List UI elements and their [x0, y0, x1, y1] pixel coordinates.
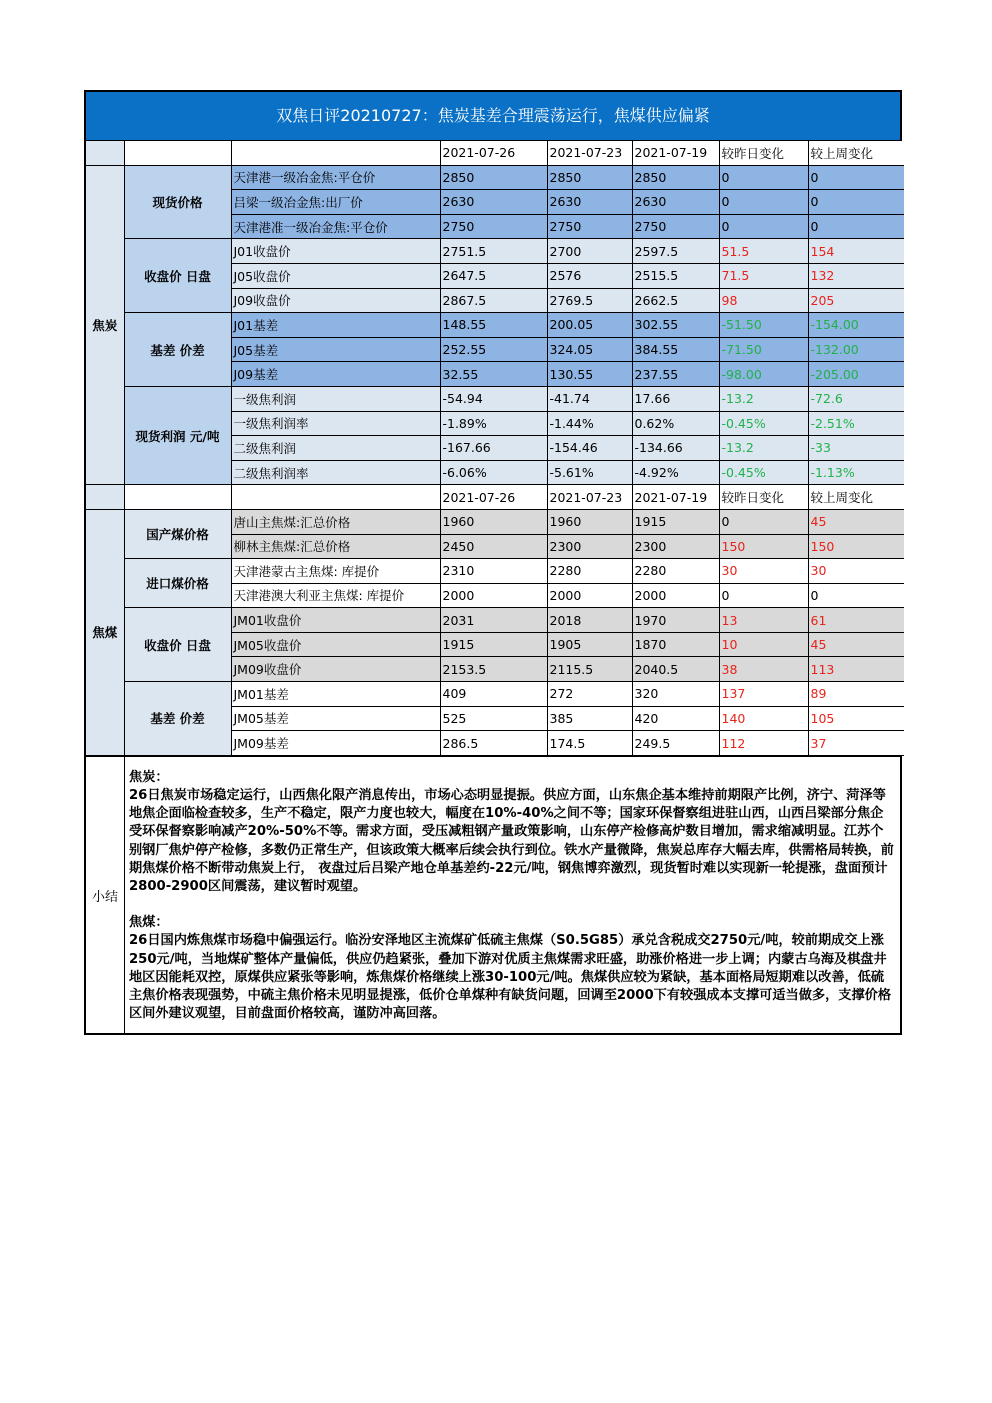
header-blank: [86, 141, 124, 165]
value-cell: 324.05: [547, 337, 632, 362]
value-cell: 2750: [440, 214, 547, 239]
value-cell: 148.55: [440, 313, 547, 338]
value-cell: 2310: [440, 559, 547, 584]
value-cell: 2450: [440, 534, 547, 559]
row-name: 天津港蒙古主焦煤: 库提价: [231, 559, 440, 584]
value-cell: 2751.5: [440, 239, 547, 264]
value-cell: -0.45%: [719, 411, 808, 436]
value-cell: 2750: [547, 214, 632, 239]
row-name: 二级焦利润: [231, 436, 440, 461]
row-name: 一级焦利润: [231, 386, 440, 411]
table-row: [86, 165, 904, 190]
table-row: [86, 608, 904, 633]
value-cell: 0: [719, 190, 808, 215]
value-cell: 0: [808, 214, 904, 239]
row-name: J05基差: [231, 337, 440, 362]
value-cell: -51.50: [719, 313, 808, 338]
header-row: [86, 141, 904, 165]
coal-summary-title: 焦煤：: [129, 915, 169, 931]
value-cell: -13.2: [719, 386, 808, 411]
coal-section-label: 焦煤: [86, 509, 124, 755]
value-cell: -205.00: [808, 362, 904, 387]
group-label: 国产煤价格: [124, 509, 231, 558]
value-cell: 2018: [547, 608, 632, 633]
group-label: 进口煤价格: [124, 559, 231, 608]
value-cell: 525: [440, 706, 547, 731]
value-cell: 2000: [440, 583, 547, 608]
value-cell: 2867.5: [440, 288, 547, 313]
value-cell: -5.61%: [547, 460, 632, 485]
group-label: 现货价格: [124, 165, 231, 239]
value-cell: 320: [632, 682, 719, 707]
table-row: [86, 509, 904, 534]
value-cell: -33: [808, 436, 904, 461]
value-cell: 37: [808, 731, 904, 756]
value-cell: 384.55: [632, 337, 719, 362]
value-cell: 2850: [632, 165, 719, 190]
table-row: [86, 313, 904, 338]
row-name: J09基差: [231, 362, 440, 387]
value-cell: -54.94: [440, 386, 547, 411]
coke-summary-title: 焦炭：: [129, 769, 169, 785]
row-name: JM09收盘价: [231, 657, 440, 682]
row-name: JM01收盘价: [231, 608, 440, 633]
value-cell: 0: [719, 509, 808, 534]
row-name: 二级焦利润率: [231, 460, 440, 485]
value-cell: -132.00: [808, 337, 904, 362]
header-row: [86, 485, 904, 510]
value-cell: 0: [808, 165, 904, 190]
value-cell: 286.5: [440, 731, 547, 756]
value-cell: 137: [719, 682, 808, 707]
value-cell: 150: [808, 534, 904, 559]
value-cell: 272: [547, 682, 632, 707]
group-label: 基差 价差: [124, 313, 231, 387]
value-cell: 38: [719, 657, 808, 682]
value-cell: 2153.5: [440, 657, 547, 682]
value-cell: 2300: [547, 534, 632, 559]
row-name: 柳林主焦煤:汇总价格: [231, 534, 440, 559]
header-blank: [231, 485, 440, 510]
row-name: JM05收盘价: [231, 632, 440, 657]
value-cell: -154.00: [808, 313, 904, 338]
value-cell: -98.00: [719, 362, 808, 387]
coke-section-label: 焦炭: [86, 165, 124, 485]
value-cell: 2115.5: [547, 657, 632, 682]
value-cell: 2040.5: [632, 657, 719, 682]
table-row: [86, 386, 904, 411]
value-cell: 89: [808, 682, 904, 707]
table-row: [86, 682, 904, 707]
header-blank: [124, 141, 231, 165]
value-cell: 132: [808, 263, 904, 288]
value-cell: -13.2: [719, 436, 808, 461]
value-cell: -0.45%: [719, 460, 808, 485]
value-cell: 2630: [440, 190, 547, 215]
value-cell: 200.05: [547, 313, 632, 338]
value-cell: 2647.5: [440, 263, 547, 288]
row-name: J09收盘价: [231, 288, 440, 313]
value-cell: 140: [719, 706, 808, 731]
value-cell: 30: [808, 559, 904, 584]
value-cell: 2000: [547, 583, 632, 608]
coke-summary-text: 26日焦炭市场稳定运行，山西焦化限产消息传出，市场心态明显提振。供应方面，山东焦企基本维持前期限产比例，济宁、菏泽等地焦企面临检查较多，生产不稳定，限产力度也较大，幅度在10%-40%之间不等；国家环保督察组进驻山西，山西吕梁部分焦企受环保督察影响减产20%-50%不等。需求方面，受压减粗钢产量政策影响，山东停产检修高炉数目增加，需求缩减明显。江苏个别钢厂焦炉停产检修，多数仍正常生产，但该政策大概率后续会执行到位。铁水产量微降，焦炭总库存大幅去库，供需格局转换，前期焦煤价格不断带动焦炭上行， 夜盘过后吕梁产地仓单基差约-22元/吨，钢焦博弈激烈，现货暂时难以实现新一轮提涨，盘面预计2800-2900区间震荡，建议暂时观望。: [129, 788, 894, 895]
report-title: 双焦日评20210727：焦炭基差合理震荡运行，焦煤供应偏紧: [86, 92, 900, 141]
header-cell: 较上周变化: [808, 485, 904, 510]
value-cell: -167.66: [440, 436, 547, 461]
value-cell: 302.55: [632, 313, 719, 338]
value-cell: -1.13%: [808, 460, 904, 485]
value-cell: 150: [719, 534, 808, 559]
value-cell: 0: [719, 214, 808, 239]
row-name: 天津港一级冶金焦:平仓价: [231, 165, 440, 190]
row-name: 吕梁一级冶金焦:出厂价: [231, 190, 440, 215]
value-cell: -41.74: [547, 386, 632, 411]
table-row: [86, 559, 904, 584]
value-cell: 2280: [547, 559, 632, 584]
summary-label: 小结: [86, 757, 125, 1034]
header-blank: [86, 485, 124, 510]
group-label: 现货利润 元/吨: [124, 386, 231, 484]
value-cell: 2576: [547, 263, 632, 288]
row-name: J01收盘价: [231, 239, 440, 264]
value-cell: 2515.5: [632, 263, 719, 288]
value-cell: 2300: [632, 534, 719, 559]
value-cell: -1.44%: [547, 411, 632, 436]
summary-body: [125, 757, 900, 1034]
header-cell: 2021-07-26: [440, 141, 547, 165]
header-cell: 2021-07-19: [632, 141, 719, 165]
value-cell: 105: [808, 706, 904, 731]
value-cell: 1870: [632, 632, 719, 657]
value-cell: 0: [719, 583, 808, 608]
header-blank: [124, 485, 231, 510]
value-cell: 385: [547, 706, 632, 731]
value-cell: 1960: [547, 509, 632, 534]
value-cell: 32.55: [440, 362, 547, 387]
row-name: JM01基差: [231, 682, 440, 707]
value-cell: 2597.5: [632, 239, 719, 264]
value-cell: 154: [808, 239, 904, 264]
row-name: JM09基差: [231, 731, 440, 756]
header-cell: 2021-07-26: [440, 485, 547, 510]
table-row: [86, 239, 904, 264]
group-label: 基差 价差: [124, 682, 231, 756]
value-cell: 420: [632, 706, 719, 731]
summary-section: [86, 756, 900, 1034]
value-cell: 249.5: [632, 731, 719, 756]
value-cell: 71.5: [719, 263, 808, 288]
value-cell: -4.92%: [632, 460, 719, 485]
value-cell: 0: [719, 165, 808, 190]
value-cell: 2662.5: [632, 288, 719, 313]
header-cell: 2021-07-23: [547, 485, 632, 510]
header-blank: [231, 141, 440, 165]
value-cell: 130.55: [547, 362, 632, 387]
value-cell: 2630: [547, 190, 632, 215]
header-cell: 2021-07-19: [632, 485, 719, 510]
value-cell: 61: [808, 608, 904, 633]
coal-summary-text: 26日国内炼焦煤市场稳中偏强运行。临汾安泽地区主流煤矿低硫主焦煤（S0.5G85）承兑含税成交2750元/吨，较前期成交上涨250元/吨，当地煤矿整体产量偏低，供应仍趋紧张，叠加下游对优质主焦煤需求旺盛，助涨价格进一步上调；内蒙古乌海及棋盘井地区因能耗双控，原煤供应紧张等影响，炼焦煤价格继续上涨30-100元/吨。焦煤供应较为紧缺，基本面格局短期难以改善，低硫主焦价格表现强势，中硫主焦价格未见明显提涨，低价仓单煤种有缺货问题，回调至2000下有较强成本支撑可适当做多，支撑价格区间外建议观望，目前盘面价格较高，谨防冲高回落。: [129, 933, 892, 1022]
value-cell: 98: [719, 288, 808, 313]
value-cell: 1915: [440, 632, 547, 657]
value-cell: 10: [719, 632, 808, 657]
value-cell: 1905: [547, 632, 632, 657]
value-cell: -72.6: [808, 386, 904, 411]
value-cell: 0: [808, 190, 904, 215]
value-cell: 2700: [547, 239, 632, 264]
value-cell: -134.66: [632, 436, 719, 461]
row-name: JM05基差: [231, 706, 440, 731]
value-cell: 205: [808, 288, 904, 313]
value-cell: 51.5: [719, 239, 808, 264]
value-cell: 1960: [440, 509, 547, 534]
value-cell: 1970: [632, 608, 719, 633]
value-cell: 2769.5: [547, 288, 632, 313]
header-cell: 较昨日变化: [719, 141, 808, 165]
value-cell: 252.55: [440, 337, 547, 362]
value-cell: 0: [808, 583, 904, 608]
header-cell: 较上周变化: [808, 141, 904, 165]
value-cell: -1.89%: [440, 411, 547, 436]
value-cell: 2630: [632, 190, 719, 215]
value-cell: 0.62%: [632, 411, 719, 436]
header-cell: 2021-07-23: [547, 141, 632, 165]
row-name: 天津港澳大利亚主焦煤: 库提价: [231, 583, 440, 608]
value-cell: 2031: [440, 608, 547, 633]
value-cell: -2.51%: [808, 411, 904, 436]
value-cell: 45: [808, 632, 904, 657]
row-name: J05收盘价: [231, 263, 440, 288]
value-cell: 2280: [632, 559, 719, 584]
group-label: 收盘价 日盘: [124, 608, 231, 682]
value-cell: 112: [719, 731, 808, 756]
value-cell: 17.66: [632, 386, 719, 411]
value-cell: -6.06%: [440, 460, 547, 485]
value-cell: 2850: [547, 165, 632, 190]
row-name: 一级焦利润率: [231, 411, 440, 436]
value-cell: 2850: [440, 165, 547, 190]
value-cell: 1915: [632, 509, 719, 534]
value-cell: 13: [719, 608, 808, 633]
group-label: 收盘价 日盘: [124, 239, 231, 313]
value-cell: 174.5: [547, 731, 632, 756]
row-name: J01基差: [231, 313, 440, 338]
value-cell: 113: [808, 657, 904, 682]
value-cell: 409: [440, 682, 547, 707]
row-name: 天津港准一级冶金焦:平仓价: [231, 214, 440, 239]
value-cell: 45: [808, 509, 904, 534]
header-cell: 较昨日变化: [719, 485, 808, 510]
data-table: [86, 141, 904, 756]
value-cell: 2000: [632, 583, 719, 608]
report-sheet: [84, 90, 902, 1035]
value-cell: 30: [719, 559, 808, 584]
value-cell: -154.46: [547, 436, 632, 461]
row-name: 唐山主焦煤:汇总价格: [231, 509, 440, 534]
value-cell: 237.55: [632, 362, 719, 387]
value-cell: 2750: [632, 214, 719, 239]
value-cell: -71.50: [719, 337, 808, 362]
